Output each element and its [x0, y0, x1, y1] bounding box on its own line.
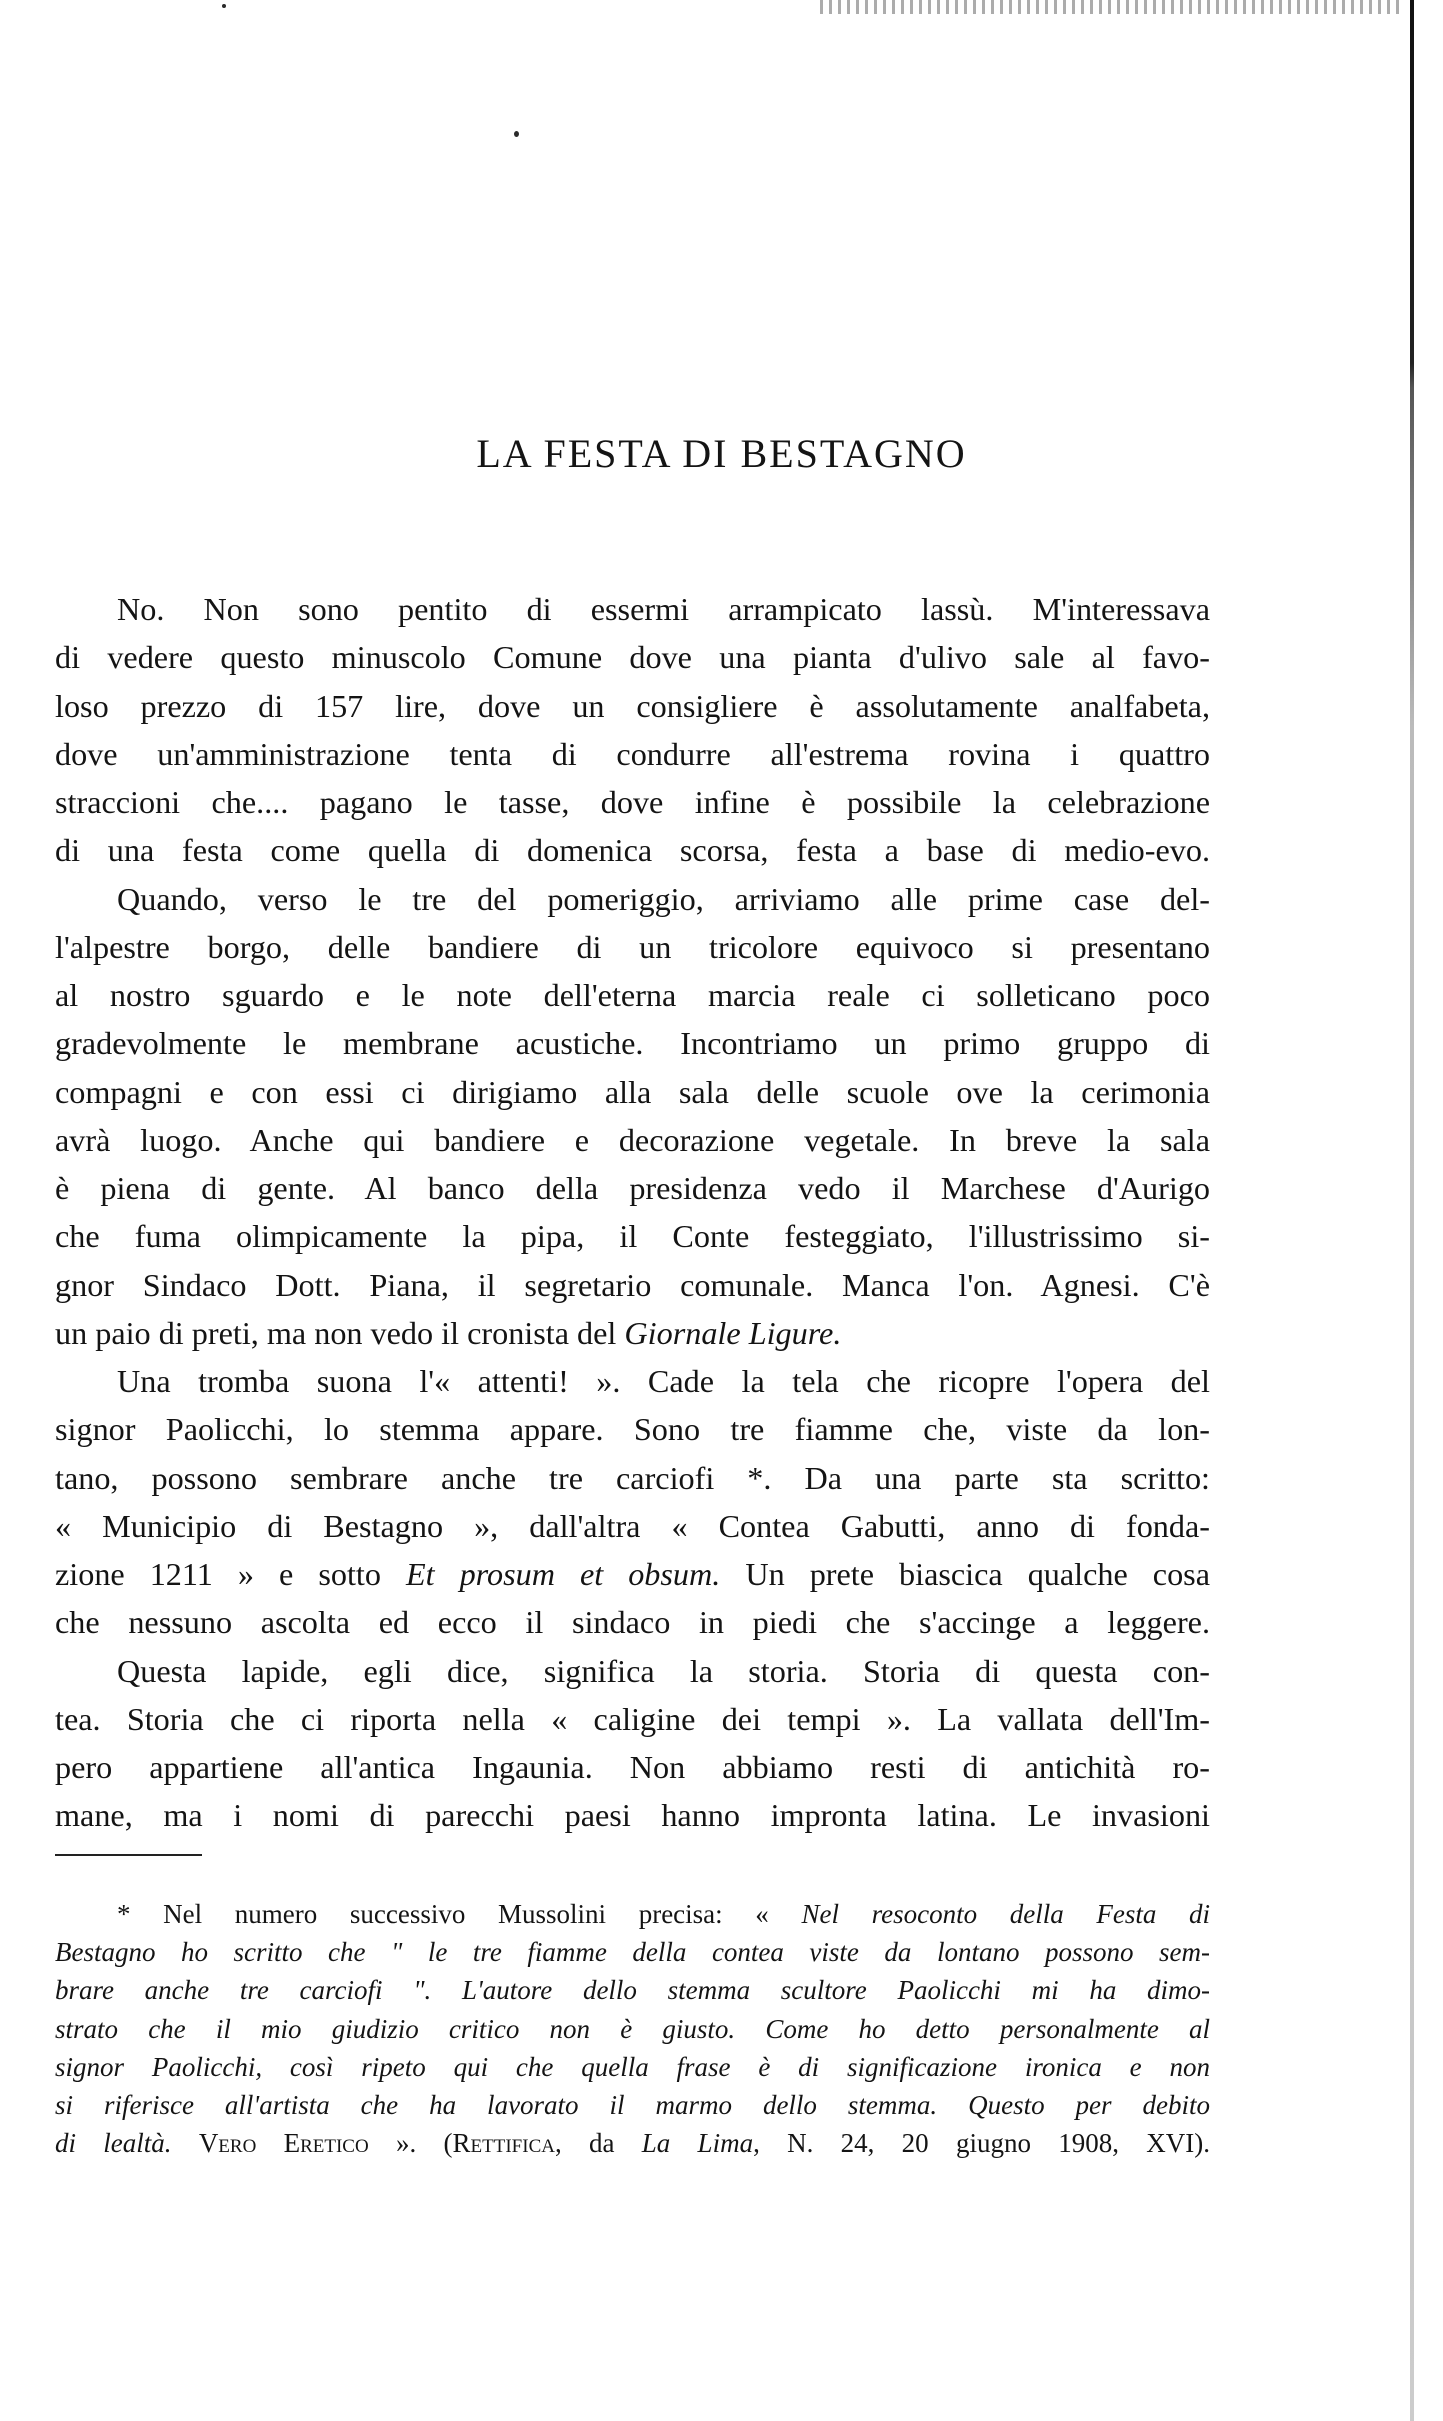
text-line: avrà luogo. Anche qui bandiere e decorazione vegetale. In breve la sala: [55, 1121, 1210, 1158]
footnote-line: [55, 2124, 1210, 2162]
footnote-line: strato che il mio giudizio critico non è giusto. Come ho detto personalmente al: [55, 2013, 1210, 2044]
text-line: [0, 1550, 1210, 1598]
footnote: [55, 1895, 1210, 2162]
footnote-line: Bestagno ho scritto che " le tre fiamme della contea viste da lontano possono sem-: [55, 1937, 1210, 1968]
footnote-line: si riferisce all'artista che ha lavorato il marmo dello stemma. Questo per debito: [55, 2090, 1210, 2121]
text-line: tano, possono sembrare anche tre carciofi *. Da una parte sta scritto:: [55, 1459, 1210, 1496]
source-title: La Lima: [641, 2128, 754, 2159]
rettifica-label: Rettifica: [452, 2128, 555, 2159]
text-line: « Municipio di Bestagno », dall'altra « Contea Gabutti, anno di fonda-: [55, 1507, 1210, 1544]
paragraph-2: [55, 875, 1210, 1358]
text-line: che nessuno ascolta ed ecco il sindaco in piedi che s'accinge a leggere.: [55, 1604, 1210, 1641]
text-line: compagni e con essi ci dirigiamo alla sala delle scuole ove la cerimonia: [55, 1073, 1210, 1110]
latin-motto: Et prosum et obsum.: [405, 1556, 721, 1592]
text-line: mane, ma i nomi di parecchi paesi hanno impronta latina. Le invasioni: [55, 1797, 1210, 1834]
text-line-start: zione 1211 » e sotto: [55, 1556, 381, 1592]
text-line: [0, 1309, 1210, 1357]
text-line: Una tromba suona l'« attenti! ». Cade la tela che ricopre l'opera del: [117, 1363, 1210, 1399]
scan-top-edge: [820, 0, 1400, 14]
text-line: tea. Storia che ci riporta nella « caligine dei tempi ». La vallata dell'Im-: [55, 1700, 1210, 1737]
text-line: di vedere questo minuscolo Comune dove una pianta d'ulivo sale al favo-: [55, 639, 1210, 676]
scan-speck: [514, 131, 519, 137]
footnote-divider: [55, 1854, 202, 1856]
paragraph-4: [55, 1647, 1210, 1840]
footnote-lead: * Nel numero successivo Mussolini precisa: «: [117, 1899, 769, 1929]
paragraph-3: [55, 1357, 1210, 1647]
pseudonym: Vero Eretico: [198, 2128, 369, 2159]
text-line: gnor Sindaco Dott. Piana, il segretario comunale. Manca l'on. Agnesi. C'è: [55, 1266, 1210, 1303]
text-line: che fuma olimpicamente la pipa, il Conte festeggiato, l'illustrissimo si-: [55, 1218, 1210, 1255]
text-line: gradevolmente le membrane acustiche. Incontriamo un primo gruppo di: [55, 1025, 1210, 1062]
footnote-close: ». (: [395, 2128, 453, 2159]
text-line-end: Un prete biascica qualche cosa: [745, 1556, 1210, 1592]
footnote-quote: Nel resoconto della Festa di: [801, 1899, 1211, 1929]
footnote-line: [55, 1895, 1210, 1933]
text-line: dove un'amministrazione tenta di condurre all'estrema rovina i quattro: [55, 735, 1210, 772]
text-line: No. Non sono pentito di essermi arrampicato lassù. M'interessava: [117, 591, 1210, 627]
chapter-title: LA FESTA DI BESTAGNO: [476, 431, 967, 476]
body-text: [55, 585, 1210, 1840]
paragraph-1: [55, 585, 1210, 875]
text-line: signor Paolicchi, lo stemma appare. Sono tre fiamme che, viste da lon-: [55, 1411, 1210, 1448]
scan-right-edge: [1410, 0, 1414, 2421]
text-line: straccioni che.... pagano le tasse, dove infine è possibile la celebrazione: [55, 784, 1210, 820]
footnote-quote-end: di lealtà.: [55, 2128, 172, 2159]
scan-speck: [222, 4, 226, 8]
text-line-start: un paio di preti, ma non vedo il cronista del: [55, 1314, 617, 1351]
source-pre: , da: [554, 2128, 615, 2159]
footnote-line: brare anche tre carciofi ". L'autore dello stemma scultore Paolicchi mi ha dimo-: [55, 1975, 1210, 2006]
text-line: Questa lapide, egli dice, significa la storia. Storia di questa con-: [117, 1652, 1210, 1689]
text-line: è piena di gente. Al banco della presidenza vedo il Marchese d'Aurigo: [55, 1170, 1210, 1206]
text-line: loso prezzo di 157 lire, dove un consigliere è assolutamente analfabeta,: [55, 687, 1210, 724]
text-line: l'alpestre borgo, delle bandiere di un tricolore equivoco si presentano: [55, 928, 1210, 965]
text-line: al nostro sguardo e le note dell'eterna marcia reale ci solleticano poco: [55, 977, 1210, 1013]
text-line: Quando, verso le tre del pomeriggio, arriviamo alle prime case del-: [117, 880, 1210, 917]
text-line: pero appartiene all'antica Ingaunia. Non abbiamo resti di antichità ro-: [55, 1749, 1210, 1785]
footnote-line: signor Paolicchi, così ripeto qui che quella frase è di significazione ironica e non: [55, 2051, 1210, 2082]
newspaper-title: Giornale Ligure.: [624, 1314, 842, 1351]
source-post: , N. 24, 20 giugno 1908, XVI).: [753, 2128, 1210, 2159]
text-line: di una festa come quella di domenica scorsa, festa a base di medio-evo.: [55, 832, 1210, 869]
